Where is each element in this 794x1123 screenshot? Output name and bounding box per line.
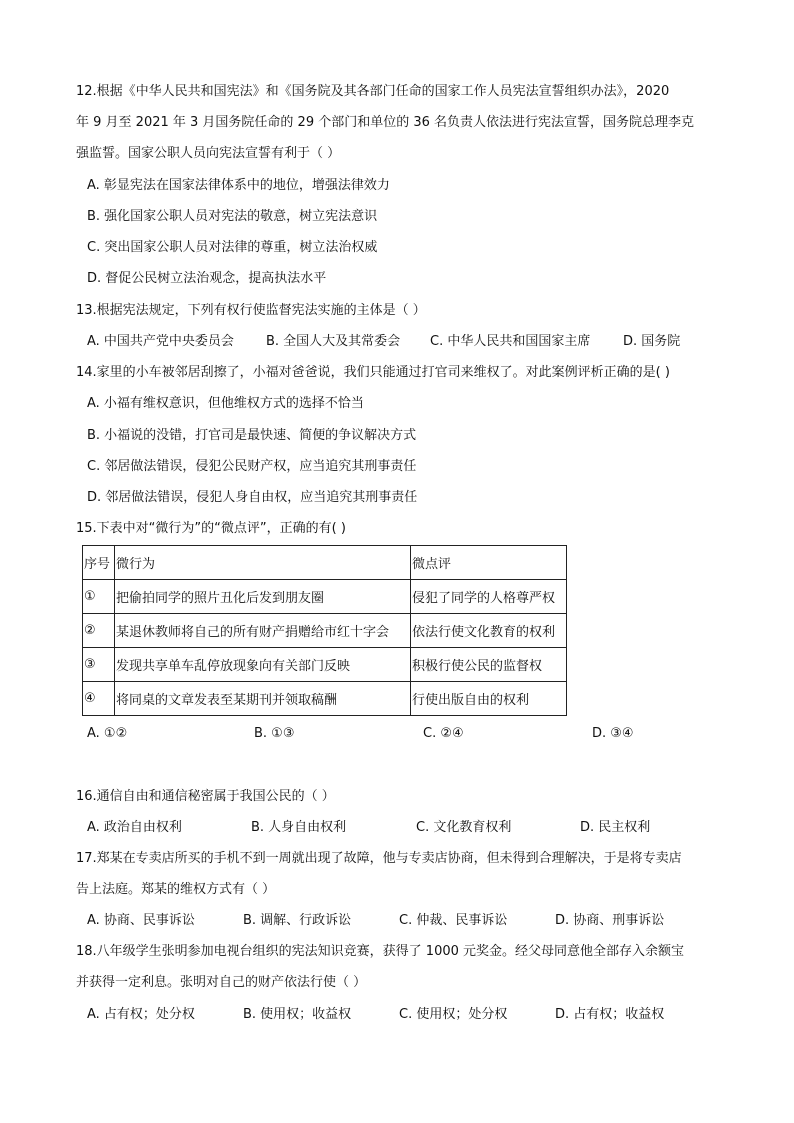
question-18-option-b: B. 使用权；收益权 — [243, 1007, 352, 1022]
question-13-option-c: C. 中华人民共和国国家主席 — [430, 334, 591, 349]
table-cell: 积极行使公民的监督权 — [411, 648, 567, 682]
question-18-stem-line-2: 并获得一定利息。张明对自己的财产依法行使（ ） — [76, 975, 367, 990]
question-14-option-c: C. 邻居做法错误，侵犯公民财产权，应当追究其刑事责任 — [87, 459, 417, 474]
table-cell: ③ — [83, 648, 115, 682]
question-14-option-d: D. 邻居做法错误，侵犯人身自由权，应当追究其刑事责任 — [87, 490, 418, 505]
question-18-option-d: D. 占有权；收益权 — [555, 1007, 665, 1022]
table-row — [83, 614, 567, 648]
question-16-option-b: B. 人身自由权利 — [251, 820, 347, 835]
question-17-option-b: B. 调解、行政诉讼 — [243, 913, 352, 928]
question-16-option-c: C. 文化教育权利 — [416, 820, 512, 835]
table-row — [83, 682, 567, 716]
question-13-option-d: D. 国务院 — [623, 334, 681, 349]
question-12-stem-line-1: 12.根据《中华人民共和国宪法》和《国务院及其各部门任命的国家工作人员宪法宣誓组织办法》，2020 — [76, 84, 670, 99]
question-16-option-d: D. 民主权利 — [580, 820, 651, 835]
question-17-option-c: C. 仲裁、民事诉讼 — [399, 913, 508, 928]
table-cell: ① — [83, 580, 115, 614]
question-18-option-c: C. 使用权；处分权 — [399, 1007, 508, 1022]
table-header-cell: 微点评 — [411, 546, 567, 580]
question-15-option-a: A. ①② — [87, 726, 128, 741]
table-row — [83, 648, 567, 682]
question-13-option-a: A. 中国共产党中央委员会 — [87, 334, 234, 349]
question-18-option-a: A. 占有权；处分权 — [87, 1007, 195, 1022]
table-cell: ④ — [83, 682, 115, 716]
question-14-option-b: B. 小福说的没错，打官司是最快速、简便的争议解决方式 — [87, 428, 417, 443]
question-12-stem-line-3: 强监誓。国家公职人员向宪法宣誓有利于（ ） — [76, 146, 341, 161]
question-15-stem: 15.下表中对“微行为”的“微点评”，正确的有( ) — [76, 521, 346, 536]
question-14-stem: 14.家里的小车被邻居刮擦了，小福对爸爸说，我们只能通过打官司来维权了。对此案例评析正确的是( ) — [76, 365, 670, 380]
question-17-option-a: A. 协商、民事诉讼 — [87, 913, 195, 928]
table-cell: 某退休教师将自己的所有财产捐赠给市红十字会 — [115, 614, 411, 648]
table-cell: 把偷拍同学的照片丑化后发到朋友圈 — [115, 580, 411, 614]
question-13-stem: 13.根据宪法规定，下列有权行使监督宪法实施的主体是（ ） — [76, 303, 426, 318]
question-15-table — [82, 545, 567, 716]
question-15-option-c: C. ②④ — [423, 726, 464, 741]
table-cell: 发现共享单车乱停放现象向有关部门反映 — [115, 648, 411, 682]
question-16-option-a: A. 政治自由权利 — [87, 820, 182, 835]
question-12-option-d: D. 督促公民树立法治观念，提高执法水平 — [87, 271, 327, 286]
question-15-option-d: D. ③④ — [592, 726, 634, 741]
question-17-stem-line-2: 告上法庭。郑某的维权方式有（ ） — [76, 882, 276, 897]
question-12-option-a: A. 彰显宪法在国家法律体系中的地位，增强法律效力 — [87, 178, 390, 193]
table-row — [83, 580, 567, 614]
table-cell: 依法行使文化教育的权利 — [411, 614, 567, 648]
question-12-option-c: C. 突出国家公职人员对法律的尊重，树立法治权威 — [87, 240, 378, 255]
table-header-cell: 微行为 — [115, 546, 411, 580]
table-header-row — [83, 546, 567, 580]
question-12-option-b: B. 强化国家公职人员对宪法的敬意，树立宪法意识 — [87, 209, 378, 224]
question-13-option-b: B. 全国人大及其常委会 — [266, 334, 401, 349]
table-header-cell: 序号 — [83, 546, 115, 580]
table-cell: 侵犯了同学的人格尊严权 — [411, 580, 567, 614]
question-17-option-d: D. 协商、刑事诉讼 — [555, 913, 665, 928]
question-18-stem-line-1: 18.八年级学生张明参加电视台组织的宪法知识竞赛，获得了 1000 元奖金。经父母同意他全部存入余额宝 — [76, 944, 685, 959]
question-15-option-b: B. ①③ — [254, 726, 295, 741]
question-12-stem-line-2: 年 9 月至 2021 年 3 月国务院任命的 29 个部门和单位的 36 名负责人依法进行宪法宣誓，国务院总理李克 — [76, 115, 695, 130]
table-cell: 行使出版自由的权利 — [411, 682, 567, 716]
table-cell: ② — [83, 614, 115, 648]
question-14-option-a: A. 小福有维权意识，但他维权方式的选择不恰当 — [87, 396, 364, 411]
question-17-stem-line-1: 17.郑某在专卖店所买的手机不到一周就出现了故障，他与专卖店协商，但未得到合理解决，于是将专卖店 — [76, 851, 682, 866]
table-cell: 将同桌的文章发表至某期刊并领取稿酬 — [115, 682, 411, 716]
question-16-stem: 16.通信自由和通信秘密属于我国公民的（ ） — [76, 789, 335, 804]
